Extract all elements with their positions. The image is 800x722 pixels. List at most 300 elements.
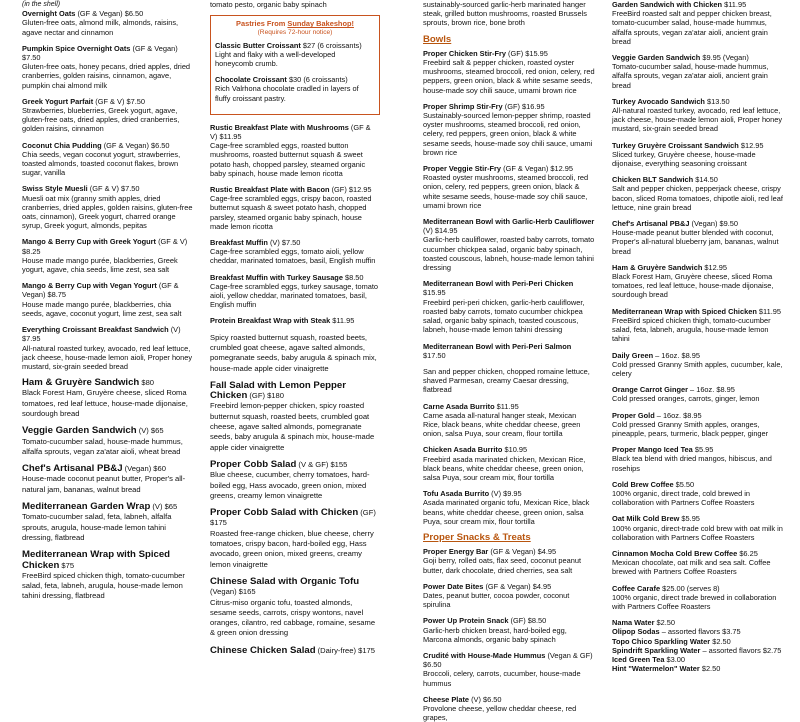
menu-item <box>612 307 784 344</box>
menu-item-name: Carne Asada Burrito <box>423 401 495 411</box>
bakeshop-heading-prefix: Pastries From <box>236 19 288 29</box>
dietary-tags: (V) <box>423 226 433 236</box>
menu-item-heading <box>423 49 595 58</box>
menu-item-description: 100% organic, direct trade, cold brewed in collaboration with Partners Coffee Roasters <box>612 488 755 508</box>
dietary-tags: – 16oz. <box>690 385 715 395</box>
menu-item-description: Dates, peanut butter, cocoa powder, coconut spirulina <box>423 590 570 610</box>
menu-item-description: Black Forest Ham, Gruyère cheese, sliced Roma tomatoes, red leaf lettuce, house-made dijonaise, sourdough bread <box>612 272 774 300</box>
menu-item-price: $155 <box>330 459 348 469</box>
menu-item-name: Mango & Berry Cup with Vegan Yogurt <box>22 281 157 291</box>
menu-item-heading <box>423 582 595 591</box>
dietary-tags: (V) <box>491 489 502 499</box>
menu-item-heading <box>612 175 784 184</box>
menu-column-1 <box>22 0 194 600</box>
menu-list <box>210 123 380 326</box>
menu-item-price: $11.95 <box>219 132 242 142</box>
menu-item <box>423 102 595 157</box>
menu-item-price: $8.95 <box>716 385 735 395</box>
menu-item-description: Tomato-cucumber salad, house-made hummus, alfalfa sprouts, vegan za'atar aioli, wheat bread <box>22 436 183 456</box>
menu-item-heading <box>215 41 375 50</box>
menu-item-heading <box>210 508 380 529</box>
dietary-tags: (GF & Vegan) <box>490 547 536 557</box>
menu-item-price: $11.95 <box>496 401 519 411</box>
menu-item-price: $6.50 <box>124 9 144 19</box>
menu-item-description: Broccoli, celery, carrots, cucumber, house-made hummus <box>423 669 581 688</box>
menu-item <box>210 273 380 310</box>
menu-item-description: Tomato-cucumber salad, house-made hummus, alfalfa sprouts, vegan za'atar aioli, ancient grain bread <box>612 62 769 90</box>
dietary-tags: (Vegan) <box>210 587 237 597</box>
menu-item-description: 100% organic, direct-trade cold brew with oat milk in collaboration with Partners Coffee Roasters <box>612 523 783 542</box>
dietary-tags: (V) <box>471 694 481 704</box>
dietary-tags: (GF & Vegan) <box>503 164 549 174</box>
dietary-tags: (GF & Vegan) <box>485 581 531 591</box>
bakeshop-link[interactable]: Sunday Bakeshop! <box>287 19 354 29</box>
menu-item <box>22 281 194 318</box>
menu-item <box>22 550 194 601</box>
menu-item-heading <box>22 97 194 106</box>
menu-item-name: Pumpkin Spice Overnight Oats <box>22 43 131 53</box>
menu-item-name: Olipop Sodas <box>612 627 660 637</box>
menu-item-name: Classic Butter Croissant <box>215 40 301 50</box>
menu-item-description: Black tea blend with dried mangos, hibiscus, and rosehips <box>612 454 772 473</box>
menu-item-price: $8.95 <box>683 410 702 420</box>
menu-item-heading <box>423 695 595 704</box>
menu-item-description: House made mango purée, blackberries, chia seeds, agave, coconut yogurt, lime zest, sea salt <box>22 299 182 318</box>
menu-item-name: Mediterranean Garden Wrap <box>22 501 151 513</box>
menu-item-name: Rustic Breakfast Plate with Mushrooms <box>210 122 349 132</box>
menu-item-name: Cinnamon Mocha Cold Brew Coffee <box>612 548 738 558</box>
menu-item-description: Goji berry, rolled oats, flax seed, coconut peanut butter, dark chocolate, dried cherries, sea salt <box>423 556 582 575</box>
menu-item-description: House made mango purée, blackberries, Greek yogurt, agave, chia seeds, lime zest, sea salt <box>22 255 178 275</box>
menu-item-description: Carne asada all-natural hanger steak, Mexican Rice, black beans, white cheddar cheese, green onion, salsa Puya, sour cream, flour tortilla <box>423 410 581 439</box>
menu-item-price: $4.95 <box>532 581 552 591</box>
menu-item <box>210 333 380 374</box>
menu-item <box>22 97 194 134</box>
menu-item-description: Spicy roasted butternut squash, roasted beets, crumbled goat cheese, agave salted almonds, pomegranate seeds, baby arugula & spinach mix, house-made apple cider vinaigrette <box>210 332 377 373</box>
menu-item-heading <box>210 273 380 282</box>
menu-item-description: House-made peanut butter blended with coconut, Proper's all-natural blueberry jam, bananas, walnut bread <box>612 228 779 256</box>
menu-item-description: House-made coconut peanut butter, Proper's all-natural jam, bananas, walnut bread <box>22 474 186 494</box>
snacks-list <box>423 547 595 722</box>
menu-item-description: Light and flaky with a well-developed honeycomb crumb. <box>215 49 336 69</box>
menu-item-heading <box>22 9 194 18</box>
menu-item-name: Rustic Breakfast Plate with Bacon <box>210 185 330 195</box>
menu-item <box>423 49 595 95</box>
menu-item <box>22 9 194 37</box>
menu-item <box>612 514 784 542</box>
menu-item-heading <box>22 550 194 571</box>
menu-item-heading <box>22 378 194 388</box>
menu-item-description: Chia seeds, vegan coconut yogurt, strawberries, toasted almonds, toasted coconut flakes, brown sugar, vanilla <box>22 149 181 178</box>
bakeshop-box <box>210 15 380 115</box>
menu-item-description: San and pepper chicken, chopped romaine lettuce, shaved Parmesan, creamy Caesar dressing, flatbread <box>423 366 590 395</box>
menu-item-description: Tomato-cucumber salad, feta, labneh, alfalfa sprouts, arugula, house-made lemon tahini dressing, flatbread <box>22 512 172 542</box>
menu-item-heading <box>612 664 784 673</box>
menu-item-heading <box>210 460 380 470</box>
menu-item-price: $2.50 <box>701 664 721 674</box>
menu-item-name: Topo Chico Sparkling Water <box>612 636 711 646</box>
menu-item-price: $2.50 <box>712 636 731 646</box>
dietary-tags: (GF) <box>510 616 526 626</box>
dietary-tags: (GF) <box>249 391 265 401</box>
menu-item-name: Chinese Salad with Organic Tofu <box>210 575 360 587</box>
dietary-tags: (GF & Vegan) <box>77 9 123 19</box>
drinks-list <box>612 351 784 612</box>
menu-item-price: $5.95 <box>694 445 714 455</box>
menu-item-heading <box>210 316 380 325</box>
menu-item-name: Ham & Gruyère Sandwich <box>612 262 703 272</box>
menu-item-description: Citrus-miso organic tofu, toasted almonds, sesame seeds, carrots, crispy wontons, navel oranges, cilantro, red cabbage, romaine, sesame & green onion dressing <box>210 597 376 638</box>
menu-item-name: Chef's Artisanal PB&J <box>612 219 690 229</box>
menu-item-price: $10.95 <box>504 445 528 455</box>
menu-item-price: $6.50 <box>483 694 502 704</box>
menu-item-name: Turkey Gruyère Croissant Sandwich <box>612 140 739 150</box>
menu-item-price: $7.50 <box>281 238 301 248</box>
menu-item-heading <box>612 627 784 636</box>
menu-item-price: $165 <box>238 587 256 597</box>
menu-item-name: Breakfast Muffin <box>210 238 268 248</box>
caption: (in the shell) <box>22 1 61 8</box>
dietary-tags: (Vegan & GF) <box>547 650 593 660</box>
menu-item-heading <box>22 184 194 193</box>
menu-item-description: Cage-free scrambled eggs, turkey sausage, tomato aioli, yellow cheddar, marinated tomatoes, basil, English muffin <box>210 281 379 310</box>
menu-item <box>210 381 380 453</box>
menu-item <box>612 175 784 212</box>
menu-item-price: $30 <box>288 75 302 85</box>
menu-item-price: $15.95 <box>423 288 446 298</box>
menu-item <box>612 219 784 256</box>
menu-item-price: $5.50 <box>675 479 695 489</box>
menu-item-price: $12.95 <box>740 140 764 150</box>
menu-item-price: $175 <box>210 518 227 528</box>
menu-item-description: Cage-free scrambled eggs, tomato aioli, yellow cheddar, marinated tomatoes, basil, English muffin <box>210 247 376 266</box>
menu-item <box>612 584 784 612</box>
menu-item-name: Chinese Chicken Salad <box>210 644 316 656</box>
menu-item-price: $12.95 <box>704 262 728 272</box>
menu-item-price: $8.75 <box>47 290 66 300</box>
menu-item-name: Mediterranean Wrap with Spiced Chicken <box>22 549 171 571</box>
menu-item-description: Roasted oyster mushrooms, steamed broccoli, red onion, celery, red peppers, green onion, black & white sesame seeds, house-made soy chili sauce, umami brown rice <box>423 173 589 210</box>
dietary-tags: – 16oz. <box>656 410 682 420</box>
menu-item <box>612 0 784 46</box>
menu-item-description: Mexican chocolate, oat milk and sea salt. Coffee brewed with Partners Coffee Roasters <box>612 558 771 577</box>
menu-item-price: – assorted flavors $3.75 <box>661 627 741 637</box>
menu-item <box>423 164 595 210</box>
menu-item-heading <box>423 547 595 556</box>
menu-item-description: Cold pressed Granny Smith apples, cucumber, kale, celery <box>612 359 783 378</box>
menu-item-description: 100% organic, direct trade brewed in collaboration with Partners Coffee Roasters <box>612 592 777 611</box>
dietary-tags: (GF) <box>504 101 520 111</box>
menu-item <box>210 646 380 656</box>
menu-item-heading <box>423 445 595 454</box>
menu-item-description: Garlic-herb chicken breast, hard-boiled egg, Marcona almonds, organic baby spinach <box>423 625 567 644</box>
menu-item-name: Spindrift Sparkling Water <box>612 645 701 655</box>
menu-item-price: $5.95 <box>681 514 700 524</box>
menu-item-price: $65 <box>150 426 164 436</box>
menu-item-price: – assorted flavors $2.75 <box>702 645 782 655</box>
dietary-tags: (Vegan) <box>124 464 152 474</box>
dietary-tags: – 16oz. <box>655 350 680 360</box>
menu-item-name: Swiss Style Muesli <box>22 184 88 194</box>
menu-item-heading <box>612 480 784 489</box>
menu-item <box>612 141 784 169</box>
menu-item <box>612 385 784 403</box>
menu-item-description: Roasted free-range chicken, blue cheese, cherry tomatoes, crispy bacon, hard-boiled egg, Hass avocado, green onion, mixed greens, creamy lemon vinaigrette <box>210 528 374 569</box>
menu-item <box>210 316 380 325</box>
section-title-bowls: Bowls <box>423 33 452 45</box>
menu-item-price: $65 <box>164 502 178 512</box>
menu-item <box>423 695 595 722</box>
quantity: (6 croissants) <box>317 40 362 50</box>
menu-item <box>210 508 380 570</box>
menu-item-description: Gluten-free oats, almond milk, almonds, raisins, agave nectar and cinnamon <box>22 18 179 37</box>
menu-item-heading <box>423 651 595 669</box>
menu-item-heading <box>423 164 595 173</box>
menu-item-price: $7.50 <box>121 184 140 194</box>
menu-item-name: Ham & Gruyère Sandwich <box>22 377 140 389</box>
menu-item-heading <box>210 646 380 656</box>
menu-item <box>423 547 595 575</box>
menu-item-description: Muesli oat mix (granny smith apples, dried cranberries, dried apples, golden raisins, gluten-free oats, cinnamon), Greek yogurt, charred orange syrup, Greek yogurt, almonds, pepitas <box>22 193 193 231</box>
menu-item <box>210 238 380 266</box>
menu-item-name: Power Up Protein Snack <box>423 616 509 626</box>
menu-item-heading <box>612 637 784 646</box>
menu-item-heading <box>210 123 380 141</box>
menu-item <box>612 97 784 134</box>
menu-item-heading <box>423 402 595 411</box>
menu-item-name: Breakfast Muffin with Turkey Sausage <box>210 272 343 282</box>
menu-item <box>210 460 380 501</box>
menu-item-name: Nama Water <box>612 618 655 628</box>
menu-item-name: Chicken Asada Burrito <box>423 445 503 455</box>
dietary-tags: (GF) <box>508 48 524 58</box>
menu-item-name: Overnight Oats <box>22 9 76 19</box>
menu-item <box>22 44 194 90</box>
menu-item-price: $7.50 <box>126 96 145 106</box>
menu-item-description: Freebird salt & pepper chicken, roasted oyster mushrooms, steamed broccoli, red onion, celery, red peppers, green onion, black & white sesame seeds, house-made soy chili sauce, umami brown rice <box>423 58 595 95</box>
menu-item-price: $11.95 <box>758 306 781 316</box>
menu-item-heading <box>423 342 595 360</box>
menu-item-name: Everything Croissant Breakfast Sandwich <box>22 325 169 335</box>
menu-item <box>22 378 194 419</box>
menu-item-price: $6.25 <box>739 548 758 558</box>
menu-item-name: Chocolate Croissant <box>215 75 287 85</box>
menu-item-heading <box>423 489 595 498</box>
menu-item-name: Power Date Bites <box>423 581 484 591</box>
menu-item-heading <box>612 263 784 272</box>
menu-item <box>612 664 784 673</box>
menu-item-description: Sliced turkey, Gruyère cheese, house-made dijonaise, everything seasoning croissant <box>612 149 756 169</box>
menu-item-name: Hint "Watermelon" Water <box>612 664 700 674</box>
menu-item-price: $175 <box>358 645 376 655</box>
menu-item-heading <box>215 75 375 84</box>
menu-item <box>612 549 784 577</box>
salad-list <box>210 333 380 656</box>
menu-item <box>612 445 784 473</box>
menu-item <box>22 464 194 495</box>
menu-item-price: $80 <box>141 378 155 388</box>
sandwich-list <box>612 0 784 344</box>
menu-item-price: $6.50 <box>150 140 170 150</box>
menu-item-description: Sustainably-sourced lemon-pepper shrimp, roasted oyster mushrooms, steamed broccoli, red onion, celery, red peppers, green onion, black & white sesame seeds, house-made soy chili sauce, umami brown rice <box>423 111 593 157</box>
menu-item <box>215 75 375 103</box>
menu-item-name: Coffee Carafe <box>612 583 661 593</box>
menu-item <box>215 41 375 69</box>
dietary-tags: (V) <box>152 502 163 512</box>
menu-item-heading <box>22 141 194 150</box>
menu-item <box>423 342 595 360</box>
menu-item <box>612 53 784 90</box>
menu-item-heading <box>612 549 784 558</box>
menu-item-price: $14.95 <box>434 226 458 236</box>
menu-item-description: FreeBird spiced chicken thigh, tomato-cucumber salad, feta, labneh, arugula, house-made lemon tahini dressing, flatbread <box>22 570 185 601</box>
menu-item <box>612 646 784 655</box>
menu-item-description: Cold pressed oranges, carrots, ginger, lemon <box>612 394 760 404</box>
menu-item-price: $14.50 <box>695 175 718 185</box>
menu-item <box>22 426 194 457</box>
menu-item-name: Tofu Asada Burrito <box>423 489 490 499</box>
menu-list <box>22 9 194 371</box>
menu-item-heading <box>423 279 595 297</box>
menu-item-heading <box>612 307 784 316</box>
menu-item-name: Mediterranean Bowl with Peri-Peri Chicken <box>423 279 574 289</box>
menu-item-description: Cage-free scrambled eggs, crispy bacon, roasted butternut squash & sweet potato hash, chopped parsley, steamed organic baby spinach, house made lemon ricotta <box>210 194 372 231</box>
dietary-tags: (GF & Vegan) <box>132 43 178 53</box>
menu-item <box>423 582 595 610</box>
menu-item <box>612 480 784 508</box>
menu-item-price: $2.50 <box>656 618 676 628</box>
menu-item <box>423 402 595 439</box>
menu-item <box>22 237 194 274</box>
menu-item-heading <box>423 616 595 625</box>
menu-item-description: Strawberries, blueberries, Greek yogurt, agave, gluten-free oats, dried apples, dried cranberries, golden raisins, cinnamon <box>22 106 180 134</box>
menu-item-price: $4.95 <box>537 547 557 557</box>
menu-item-name: Fall Salad with Lemon Pepper Chicken <box>210 379 346 402</box>
menu-item-price: $13.50 <box>707 96 730 106</box>
menu-item <box>22 325 194 371</box>
menu-item-heading <box>612 351 784 360</box>
menu-item <box>612 627 784 636</box>
menu-item-price: $15.95 <box>525 48 548 58</box>
menu-item-heading <box>22 426 194 436</box>
menu-item-price: $8.50 <box>527 616 547 626</box>
menu-item-price: $9.50 <box>719 219 738 229</box>
menu-item-description: Freebird peri-peri chicken, garlic-herb cauliflower, roasted baby carrots, tomato cucumber chickpea salad, organic baby spinach, toasted couscous, labneh, house-made lemon tahini dressing <box>423 297 585 335</box>
menu-item-heading <box>612 53 784 62</box>
menu-item-price: $180 <box>267 391 284 401</box>
menu-item-price: $17.50 <box>423 350 446 360</box>
dietary-tags: (GF & V) <box>89 184 119 194</box>
menu-item <box>22 184 194 230</box>
menu-item-name: Chef's Artisanal PB&J <box>22 463 123 475</box>
menu-item-price: $9.95 <box>503 489 522 499</box>
menu-item-name: Daily Green <box>612 350 654 360</box>
menu-item-name: Proper Energy Bar <box>423 547 489 557</box>
menu-item <box>423 367 595 395</box>
menu-item-name: Proper Cobb Salad <box>210 458 297 470</box>
menu-item-heading <box>612 584 784 593</box>
menu-item-description: Salt and pepper chicken, pepperjack cheese, crispy bacon, sliced Roma tomatoes, chipotle aioli, red leaf lettuce, nine grain bread <box>612 184 783 212</box>
platter-list <box>22 378 194 602</box>
menu-item <box>612 411 784 439</box>
dietary-tags: (GF & V) <box>158 237 188 247</box>
menu-item-name: Chicken BLT Sandwich <box>612 175 694 185</box>
menu-item-name: Iced Green Tea <box>612 654 665 664</box>
menu-item-description: FreeBird spiced chicken thigh, tomato-cucumber salad, feta, labneh, arugula, house-made lemon tahini <box>612 315 771 344</box>
menu-item-heading <box>210 381 380 402</box>
menu-item <box>210 185 380 231</box>
menu-item-heading <box>22 325 194 343</box>
dietary-tags: (Vegan) <box>691 219 718 229</box>
item-description: tomato pesto, organic baby spinach <box>210 0 327 9</box>
menu-item <box>210 123 380 178</box>
menu-item-heading <box>612 141 784 150</box>
menu-item-price: $27 <box>302 40 316 50</box>
menu-item <box>612 618 784 627</box>
menu-item-name: Protein Breakfast Wrap with Steak <box>210 316 331 326</box>
dietary-tags: (GF) <box>331 185 347 195</box>
menu-item-heading <box>22 237 194 255</box>
dietary-tags: (GF & Vegan) <box>22 281 179 300</box>
menu-item-description: Cage-free scrambled eggs, roasted button mushrooms, roasted butternut squash & sweet potato hash, chopped parsley, steamed organic baby spinach, house made lemon ricotta <box>210 141 366 178</box>
menu-item-name: Veggie Garden Sandwich <box>612 53 701 63</box>
menu-item-name: Proper Gold <box>612 410 655 420</box>
menu-item-price: $9.95 (Vegan) <box>702 53 749 63</box>
dietary-tags: (GF & V) <box>95 96 125 106</box>
menu-item-heading <box>612 219 784 228</box>
menu-item <box>423 651 595 688</box>
menu-item-name: Mediterranean Bowl with Garlic-Herb Cauliflower <box>423 217 595 227</box>
menu-item-price: $25.00 (serves 8) <box>662 583 720 593</box>
menu-item-price: $6.50 <box>423 660 442 670</box>
menu-item-heading <box>210 577 380 598</box>
menu-item-price: $11.95 <box>332 316 355 326</box>
menu-item-heading <box>612 445 784 454</box>
menu-item <box>423 445 595 482</box>
menu-item-name: Greek Yogurt Parfait <box>22 96 94 106</box>
menu-item-description: Black Forest Ham, Gruyère cheese, sliced Roma tomatoes, red leaf lettuce, house-made dijonaise, sourdough bread <box>22 388 188 418</box>
menu-item-heading <box>612 655 784 664</box>
menu-item-name: Crudité with House-Made Hummus <box>423 650 546 660</box>
section-title-snacks: Proper Snacks & Treats <box>423 531 531 543</box>
menu-item-description: All-natural roasted turkey, avocado, red leaf lettuce, jack cheese, house-made lemon aioli, Proper honey mustard, six-grain seeded bread <box>22 343 193 371</box>
dietary-tags: (V) <box>138 426 149 436</box>
menu-item-price: $8.95 <box>681 350 700 360</box>
menu-item-price: $7.95 <box>22 334 41 344</box>
menu-item-name: Orange Carrot Ginger <box>612 385 688 395</box>
menu-item <box>22 141 194 178</box>
bakeshop-subheading: (Requires 72-hour notice) <box>257 29 333 37</box>
menu-item-price: $8.25 <box>22 246 41 256</box>
menu-item-description: Freebird lemon-pepper chicken, spicy roasted butternut squash, roasted beets, crumbled goat cheese, agave salted almonds, pomegranate seeds, baby arugula & spinach mix, house-made apple cider vinaigrette <box>210 401 375 452</box>
menu-item-heading <box>423 217 595 235</box>
menu-item-name: Mediterranean Bowl with Peri-Peri Salmon <box>423 341 572 351</box>
item-description: sustainably-sourced garlic-herb marinated hanger steak, grilled button mushrooms, roasted Brussels sprouts, brown rice, bone broth <box>423 0 587 28</box>
menu-item-price: $3.00 <box>666 654 686 664</box>
menu-item-name: Mediterranean Wrap with Spiced Chicken <box>612 306 757 316</box>
menu-item-price: $16.95 <box>521 101 545 111</box>
bowls-list <box>423 49 595 360</box>
menu-column-4 <box>612 0 784 674</box>
menu-item <box>22 502 194 543</box>
menu-item-heading <box>612 411 784 420</box>
menu-item-heading <box>612 0 784 9</box>
menu-item-heading <box>612 646 784 655</box>
menu-item-description: Provolone cheese, yellow cheddar cheese, red grapes, <box>423 704 577 722</box>
menu-item-price: $12.95 <box>550 164 573 174</box>
burrito-list <box>423 367 595 526</box>
menu-item-price: $12.95 <box>348 185 372 195</box>
